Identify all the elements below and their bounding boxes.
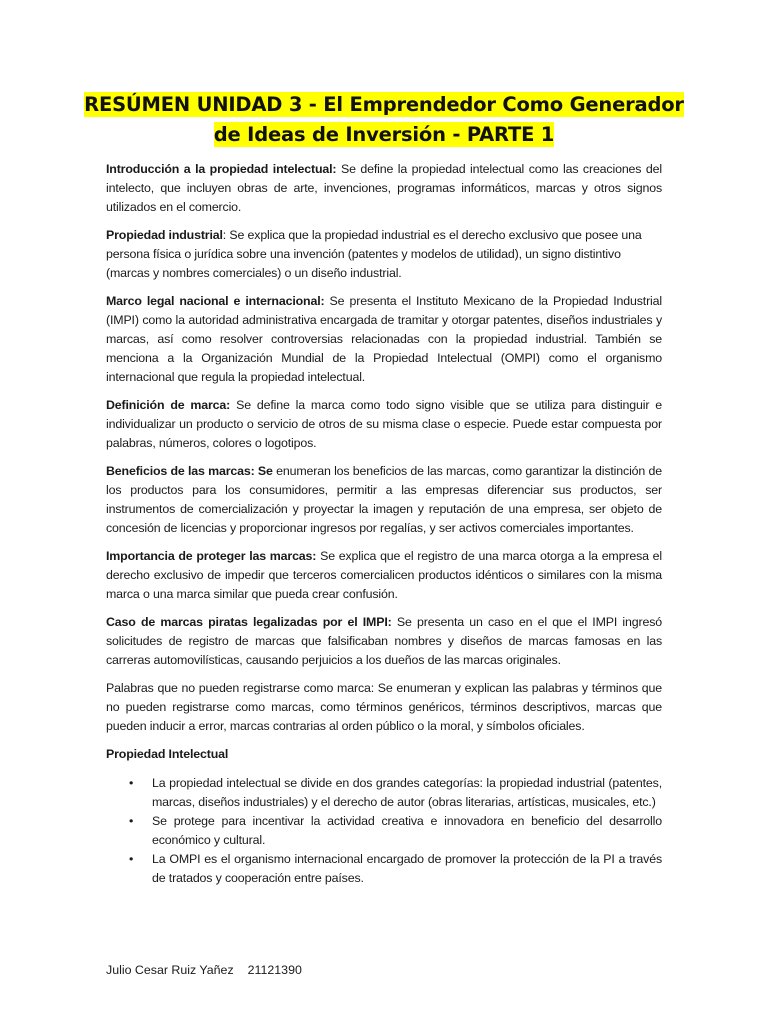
paragraph-label: Importancia de proteger las marcas:: [106, 549, 317, 563]
bullet-icon: •: [129, 852, 134, 866]
bullet-icon: •: [129, 776, 134, 790]
paragraph-pirate-brands-case: [106, 613, 662, 670]
bullet-icon: •: [129, 814, 134, 828]
paragraph-label: Beneficios de las marcas: Se: [106, 464, 273, 478]
document-title: [80, 90, 688, 150]
author-name: Julio Cesar Ruiz Yañez: [106, 963, 234, 977]
paragraph-label: Definición de marca:: [106, 398, 231, 412]
section-heading: Propiedad Intelectual: [106, 747, 229, 761]
paragraph-unregistrable-words: [106, 679, 662, 736]
paragraph-text: Se presenta un caso en el que el IMPI ingresó solicitudes de registro de marcas que falsificaban nombres y diseños de marcas famosas en las carreras automovilísticas, causando perjuicios a los dueños de las marcas originales.: [106, 615, 662, 667]
list-item: [129, 850, 662, 888]
paragraph-brand-definition: [106, 396, 662, 453]
title-line-2: de Ideas de Inversión - PARTE 1: [213, 123, 555, 146]
page-footer: [106, 961, 302, 979]
paragraph-text: : Se explica que la propiedad industrial es el derecho exclusivo que posee una persona física o jurídica sobre una invención (patentes y modelos de utilidad), un signo distintivo (marcas y nombres comerciales) o un diseño industrial.: [106, 228, 642, 280]
list-item-text: La OMPI es el organismo internacional encargado de promover la protección de la PI a través de tratados y cooperación entre países.: [152, 852, 662, 885]
list-item: [129, 774, 662, 812]
student-id: 21121390: [247, 963, 302, 977]
paragraph-label: Introducción a la propiedad intelectual:: [106, 162, 337, 176]
paragraph-text: Se explica que el registro de una marca otorga a la empresa el derecho exclusivo de impedir que terceros comercialicen productos idénticos o similares con la misma marca o una marca similar que pueda crear confusión.: [106, 549, 662, 601]
title-line-1: RESÚMEN UNIDAD 3 - El Emprendedor Como Generador: [84, 93, 684, 116]
paragraph-intro: [106, 160, 662, 217]
paragraph-legal-framework: [106, 292, 662, 387]
paragraph-label: Marco legal nacional e internacional:: [106, 294, 325, 308]
paragraph-text: Se define la propiedad intelectual como las creaciones del intelecto, que incluyen obras de arte, invenciones, programas informáticos, marcas y otros signos utilizados en el comercio.: [106, 162, 662, 214]
list-item-text: La propiedad intelectual se divide en dos grandes categorías: la propiedad industrial (patentes, marcas, diseños industriales) y el derecho de autor (obras literarias, artísticas, musicales, etc.): [152, 776, 662, 809]
paragraph-text: Se define la marca como todo signo visible que se utiliza para distinguir e individualizar un producto o servicio de otros de su misma clase o especie. Puede estar compuesta por palabras, números, colores o logotipos.: [106, 398, 663, 450]
paragraph-label: Caso de marcas piratas legalizadas por el IMPI:: [106, 615, 392, 629]
list-item-text: Se protege para incentivar la actividad creativa e innovadora en beneficio del desarrollo económico y cultural.: [152, 814, 662, 847]
paragraph-brand-benefits: [106, 462, 662, 538]
bullet-list: [106, 774, 662, 888]
paragraph-brand-protection: [106, 547, 662, 604]
document-body: [106, 160, 662, 888]
paragraph-text: Palabras que no pueden registrarse como marca: Se enumeran y explican las palabras y términos que no pueden registrarse como marcas, como términos genéricos, términos descriptivos, marcas que pueden inducir a error, marcas contrarias al orden público o la moral, y símbolos oficiales.: [106, 681, 662, 733]
paragraph-text: enumeran los beneficios de las marcas, como garantizar la distinción de los productos para los consumidores, permitir a las empresas diferenciar sus productos, ser instrumentos de comercialización y proyectar la imagen y reputación de una empresa, ser objeto de concesión de licencias y proporcionar ingresos por regalías, y ser activos comerciales importantes.: [106, 464, 662, 535]
list-item: [129, 812, 662, 850]
paragraph-text: Se presenta el Instituto Mexicano de la Propiedad Industrial (IMPI) como la autoridad administrativa encargada de tramitar y otorgar patentes, diseños industriales y marcas, así como resolver controversias relacionadas con la propiedad industrial. También se menciona a la Organización Mundial de la Propiedad Intelectual (OMPI) como el organismo internacional que regula la propiedad intelectual.: [106, 294, 662, 384]
paragraph-industrial: [106, 226, 662, 283]
paragraph-label: Propiedad industrial: [106, 228, 223, 242]
